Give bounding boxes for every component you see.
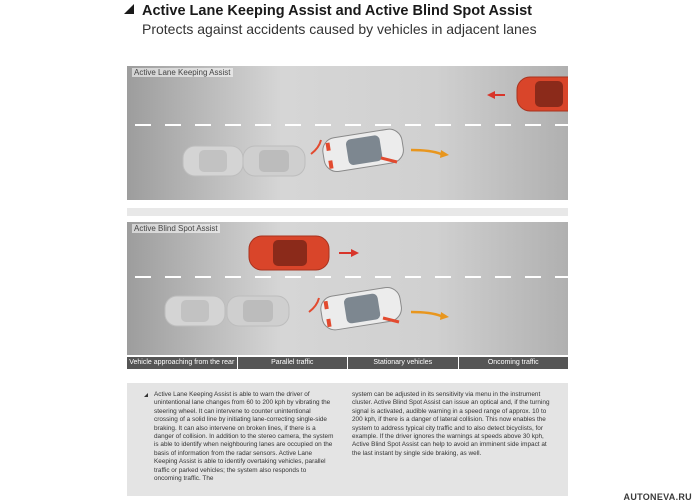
panel-label: Active Blind Spot Assist bbox=[134, 224, 218, 233]
description-column-2: system can be adjusted in its sensitivity via menu in the instrument cluster. Active Blind Spot Assist can issue an optical and, if the turning signal is activated, audible warning in a speed range of approx. 10 to 200 kph, if there is a danger of lateral collision. This now enables the system to address typical city traffic and to also detect bicyclists, for example. If the driver ignores the warnings at speeds above 30 kph, Active Blind Spot Assist can help to avoid an imminent side impact at the last instant by single side braking, as well. bbox=[352, 391, 550, 457]
lane-dash-line bbox=[135, 276, 568, 278]
road-surface bbox=[127, 66, 568, 200]
caption-item: Parallel traffic bbox=[238, 357, 348, 369]
page-title bbox=[124, 3, 532, 19]
blind-spot-panel bbox=[127, 222, 568, 355]
triangle-bullet-icon bbox=[144, 393, 148, 397]
road-surface bbox=[127, 222, 568, 355]
red-car-icon bbox=[517, 77, 568, 111]
caption-bar bbox=[127, 357, 568, 369]
title-text: Active Lane Keeping Assist and Active Blind Spot Assist bbox=[142, 3, 532, 19]
triangle-icon bbox=[124, 4, 134, 14]
description-box bbox=[127, 383, 568, 496]
lane-keeping-illustration bbox=[127, 66, 568, 200]
page-subtitle: Protects against accidents caused by vehicles in adjacent lanes bbox=[142, 21, 537, 37]
description-column-1: Active Lane Keeping Assist is able to warn the driver of unintentional lane changes from 60 to 200 kph by vibrating the steering wheel. It can intervene to counter unintentional crossing of a solid line by initiating lane-correcting single-side braking. It can also intervene on broken lines, if there is a danger of collision. In addition to the stereo camera, the system is able to identify when neighbouring lanes are occupied on the basis of information from the radar sensors. Active Lane Keeping Assist is able to identify overtaking vehicles, parallel traffic or parked vehicles; the system also responds to oncoming traffic. The bbox=[154, 391, 334, 483]
watermark: AUTONEVA.RU bbox=[623, 492, 692, 502]
caption-item: Stationary vehicles bbox=[348, 357, 458, 369]
lane-keeping-panel bbox=[127, 66, 568, 200]
panel-divider bbox=[127, 208, 568, 216]
panel-label: Active Lane Keeping Assist bbox=[134, 68, 231, 77]
caption-item: Vehicle approaching from the rear bbox=[127, 357, 237, 369]
lane-dash-line bbox=[135, 124, 568, 126]
blind-spot-illustration bbox=[127, 222, 568, 355]
red-car-icon bbox=[249, 236, 329, 270]
caption-item: Oncoming traffic bbox=[459, 357, 569, 369]
